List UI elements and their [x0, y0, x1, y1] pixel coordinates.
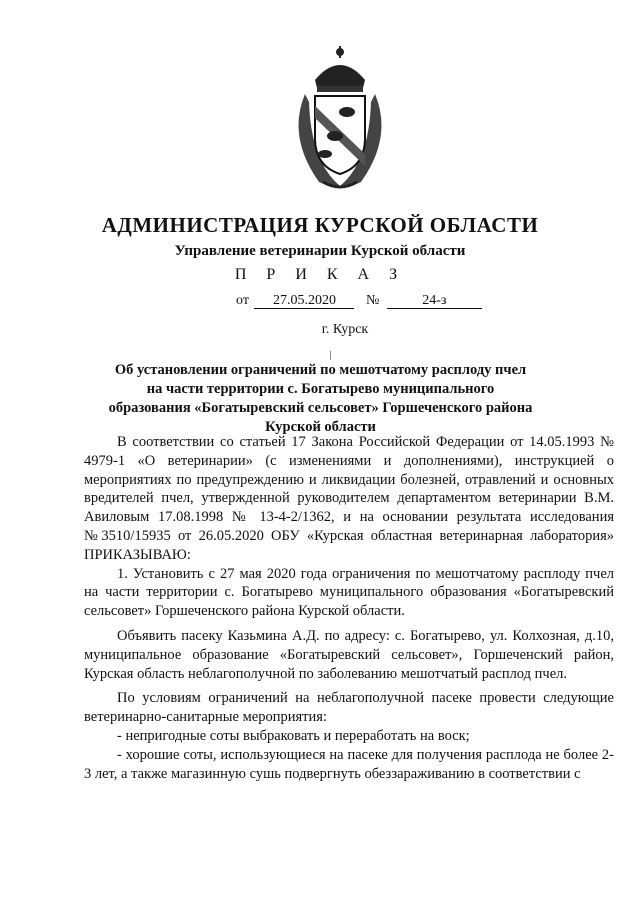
- doc-type: П Р И К А З: [234, 266, 406, 283]
- paragraph-apiary: Объявить пасеку Казьмина А.Д. по адресу: с. Богатырево, ул. Колхозная, д.10, муниципальное образование «Богатыревский сельсовет», Горшеченский район, Курская область неблагополучной по заболеванию мешотчатый расплод пчел.: [84, 627, 614, 682]
- org-title: АДМИНИСТРАЦИЯ КУРСКОЙ ОБЛАСТИ: [101, 213, 539, 237]
- paragraph-preamble: В соответствии со статьей 17 Закона Российской Федерации от 14.05.1993 № 4979-1 «О ветеринарии» (с изменениями и дополнениями), инструкцией о мероприятиях по предупреждению и ликвидации болезней, отравлений и основных вредителей пчел, утвержденной руководителем департаментом ветеринарии В.М. Авиловым 17.08.1998 № 13-4-2/1362, и на основании результата исследования №3510/15935 от 26.05.2020 ОБУ «Курская областная ветеринарная лаборатория» ПРИКАЗЫВАЮ:: [84, 434, 614, 563]
- paragraph-measure-1: - непригодные соты выбраковать и переработать на воск;: [117, 727, 470, 744]
- city: г. Курск: [321, 322, 369, 337]
- paragraph-measures: По условиям ограничений на неблагополучной пасеке провести следующие ветеринарно-санитарные мероприятия:: [84, 690, 614, 726]
- kursk-coat-of-arms-icon: [285, 42, 395, 192]
- date-prefix: от: [236, 293, 249, 308]
- paragraph-measure-2: - хорошие соты, использующиеся на пасеке для получения расплода не более 2-3 лет, а также магазинную сушь подвергнуть обеззараживанию в соответствии с: [84, 746, 614, 782]
- order-body: [84, 433, 614, 783]
- org-subtitle: Управление ветеринарии Курской области: [174, 243, 466, 259]
- order-date: 27.05.2020: [254, 294, 354, 309]
- number-prefix: №: [365, 293, 380, 308]
- date-number-line: [236, 293, 482, 309]
- paragraph-item-1: 1. Установить с 27 мая 2020 года ограничения по мешотчатому расплоду пчел на части территории с. Богатырево муниципального образования «Богатыревский сельсовет» Горшеченского района Курской области.: [84, 565, 614, 620]
- divider-tick: [330, 351, 331, 360]
- order-number: 24-з: [387, 294, 482, 309]
- order-subject: Об установлении ограничений по мешотчатому расплоду пчел на части территории с. Богатырево муниципального образования «Богатыревский сельсовет» Горшеченского района Курской области: [108, 362, 533, 435]
